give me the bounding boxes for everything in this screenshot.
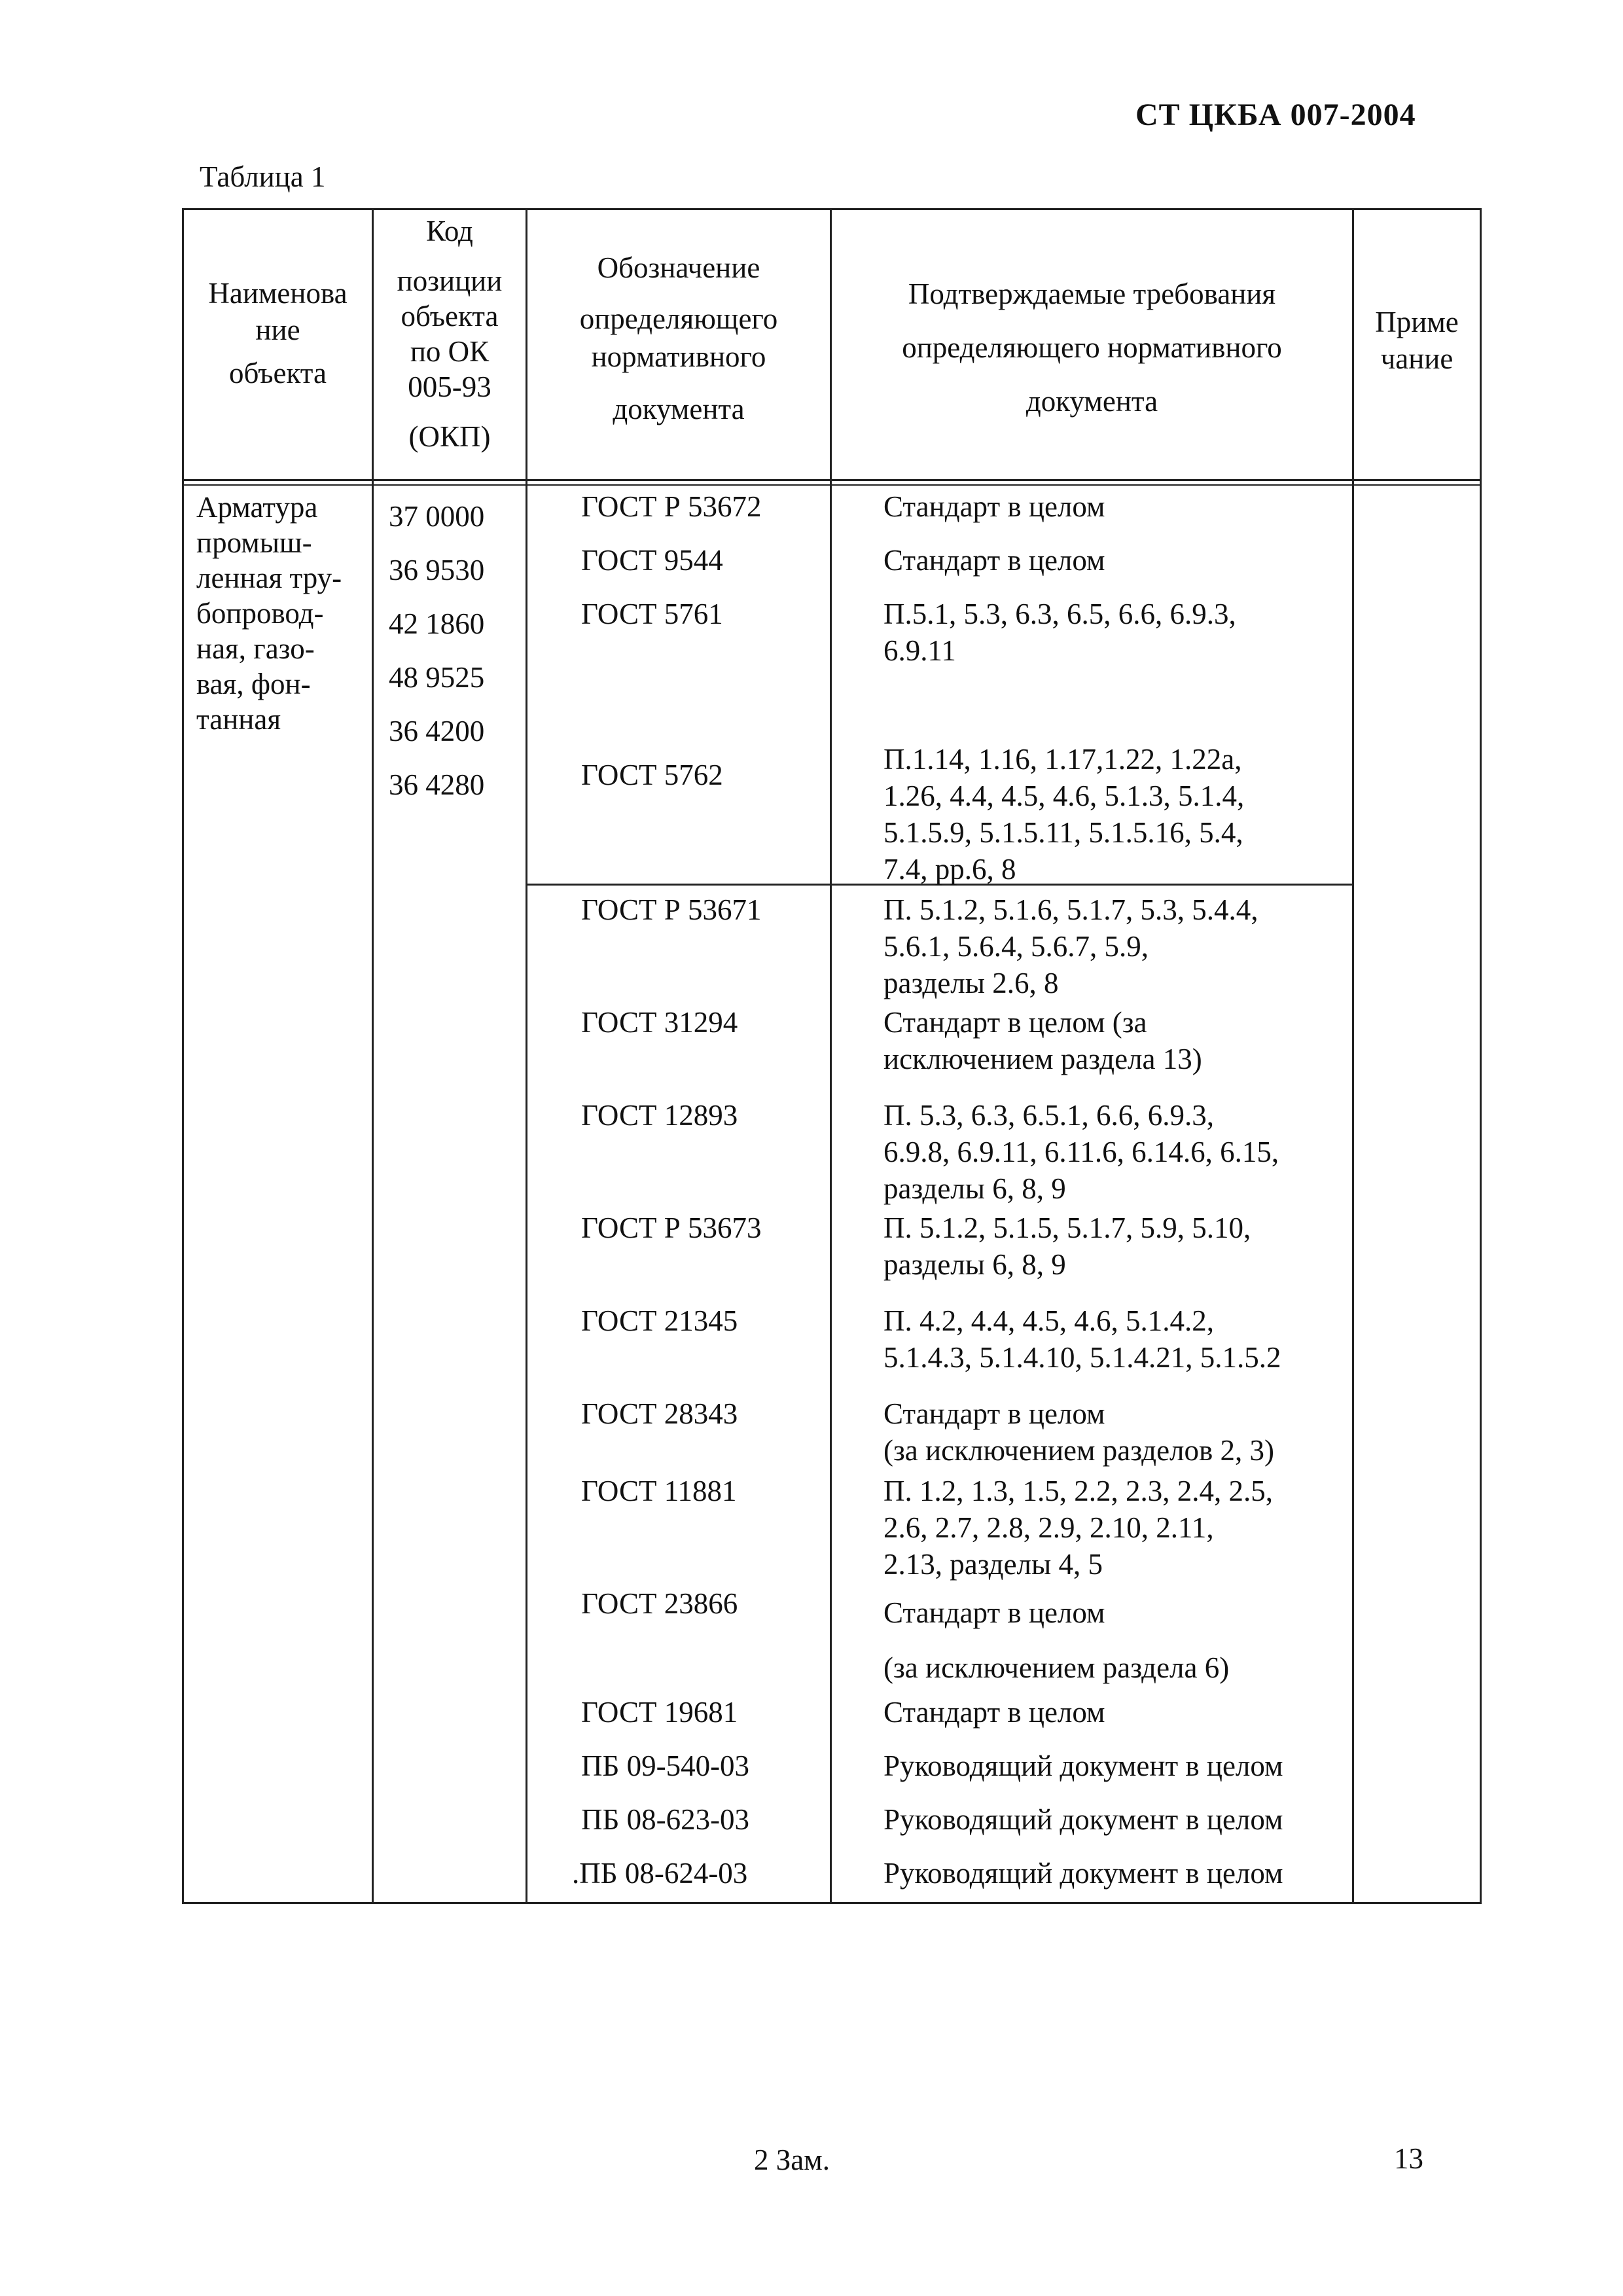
requirements-cell (883, 1473, 1273, 1583)
header-text: Наименова (208, 277, 348, 310)
requirements-cell (883, 1210, 1251, 1283)
column-divider (830, 208, 832, 1904)
requirement-line: Стандарт в целом (883, 1696, 1105, 1729)
okp-code: 36 4280 (389, 768, 485, 801)
page-number: 13 (1394, 2142, 1423, 2175)
okp-code: 36 4200 (389, 715, 485, 747)
header-text: Подтверждаемые требования (908, 278, 1276, 310)
requirement-line: Стандарт в целом (за (883, 1006, 1147, 1039)
table-right-border (1480, 208, 1482, 1904)
header-text: нормативного (591, 340, 766, 373)
doc-designation: ГОСТ 31294 (581, 1006, 738, 1039)
requirement-line: П. 5.1.2, 5.1.6, 5.1.7, 5.3, 5.4.4, (883, 893, 1258, 926)
doc-designation: ГОСТ Р 53672 (581, 490, 762, 523)
requirements-cell (883, 1302, 1281, 1376)
requirement-line: 5.1.4.3, 5.1.4.10, 5.1.4.21, 5.1.5.2 (883, 1341, 1281, 1374)
header-text: определяющего (579, 302, 778, 335)
requirement-line: Руководящий документ в целом (883, 1857, 1283, 1890)
header-text: объекта (229, 357, 327, 389)
requirement-line: Руководящий документ в целом (883, 1749, 1283, 1782)
header-okp-code (374, 213, 526, 454)
object-name-line: ная, газо- (196, 632, 315, 665)
object-name-cell (196, 490, 342, 737)
requirement-line: 2.6, 2.7, 2.8, 2.9, 2.10, 2.11, (883, 1511, 1214, 1544)
requirement-line: Руководящий документ в целом (883, 1803, 1283, 1836)
requirement-line: Стандарт в целом (883, 544, 1105, 577)
requirement-line: разделы 6, 8, 9 (883, 1248, 1066, 1281)
doc-designation: .ПБ 08-624-03 (572, 1857, 748, 1890)
doc-designation: ГОСТ 19681 (581, 1696, 738, 1729)
header-requirements (832, 267, 1352, 428)
requirements-cell (883, 1801, 1283, 1838)
header-text: ние (255, 314, 300, 346)
table-bottom-border (182, 1902, 1482, 1904)
okp-code: 36 9530 (389, 554, 485, 586)
requirements-cell (883, 1855, 1283, 1892)
requirements-cell (883, 1004, 1202, 1077)
requirement-line: 5.1.5.9, 5.1.5.11, 5.1.5.16, 5.4, (883, 816, 1243, 849)
requirements-cell (883, 1748, 1283, 1784)
header-text: (ОКП) (408, 420, 491, 453)
header-text: документа (613, 393, 745, 425)
table-caption: Таблица 1 (200, 160, 326, 193)
header-text: Код (426, 215, 473, 247)
doc-designation: ГОСТ Р 53671 (581, 893, 762, 926)
header-text: определяющего нормативного (902, 331, 1282, 364)
doc-designation: ГОСТ 21345 (581, 1304, 738, 1337)
object-name-line: ленная тру- (196, 562, 342, 594)
requirements-cell (883, 542, 1105, 579)
header-object-name (184, 275, 372, 391)
column-divider (1352, 208, 1354, 1904)
requirement-line: Стандарт в целом (883, 490, 1105, 523)
okp-code: 42 1860 (389, 607, 485, 640)
requirements-cell (883, 596, 1236, 669)
header-separator-line-double (182, 484, 1482, 486)
requirements-cell (883, 1097, 1279, 1207)
requirements-cell (883, 1585, 1229, 1695)
okp-code: 48 9525 (389, 661, 485, 694)
requirement-line: (за исключением разделов 2, 3) (883, 1434, 1274, 1467)
header-text: 005-93 (408, 370, 491, 403)
requirement-line: (за исключением раздела 6) (883, 1651, 1230, 1684)
requirement-line: разделы 2.6, 8 (883, 967, 1059, 999)
header-text: Приме (1375, 306, 1459, 338)
table-top-border (182, 208, 1482, 210)
requirements-cell (883, 488, 1105, 525)
doc-designation: ГОСТ Р 53673 (581, 1211, 762, 1244)
header-text: позиции (397, 264, 503, 297)
requirement-line: 6.9.8, 6.9.11, 6.11.6, 6.14.6, 6.15, (883, 1136, 1279, 1168)
requirements-cell (883, 891, 1258, 1001)
requirement-line: 6.9.11 (883, 634, 956, 667)
requirement-line: разделы 6, 8, 9 (883, 1172, 1066, 1205)
requirements-cell (883, 741, 1244, 888)
doc-designation: ПБ 08-623-03 (581, 1803, 750, 1836)
header-text: Обозначение (597, 251, 760, 284)
requirements-cell (883, 1395, 1274, 1469)
object-name-line: промыш- (196, 526, 312, 559)
requirement-line: исключением раздела 13) (883, 1043, 1202, 1075)
object-name-line: Арматура (196, 491, 318, 524)
requirement-line: 2.13, разделы 4, 5 (883, 1548, 1103, 1581)
column-divider (526, 208, 527, 1904)
requirement-line: П.5.1, 5.3, 6.3, 6.5, 6.6, 6.9.3, (883, 598, 1236, 630)
doc-designation: ГОСТ 11881 (581, 1475, 737, 1507)
requirement-line: Стандарт в целом (883, 1596, 1105, 1629)
table-left-border (182, 208, 184, 1904)
object-name-line: вая, фон- (196, 668, 311, 700)
doc-designation: ГОСТ 23866 (581, 1587, 738, 1620)
header-text: объекта (401, 300, 499, 332)
doc-designation: ГОСТ 9544 (581, 544, 723, 577)
header-note (1354, 304, 1480, 377)
doc-designation: ГОСТ 5762 (581, 759, 723, 791)
object-name-line: танная (196, 703, 281, 736)
requirement-line: 5.6.1, 5.6.4, 5.6.7, 5.9, (883, 930, 1149, 963)
doc-designation: ПБ 09-540-03 (581, 1749, 750, 1782)
requirement-line: П.1.14, 1.16, 1.17,1.22, 1.22а, (883, 743, 1242, 776)
footer-change-note: 2 Зам. (754, 2144, 830, 2176)
header-text: документа (1026, 385, 1158, 418)
document-code: СТ ЦКБА 007-2004 (1135, 98, 1416, 132)
requirements-cell (883, 1694, 1105, 1731)
doc-designation: ГОСТ 28343 (581, 1397, 738, 1430)
doc-designation: ГОСТ 5761 (581, 598, 723, 630)
object-name-line: бопровод- (196, 597, 324, 630)
requirement-line: П. 5.3, 6.3, 6.5.1, 6.6, 6.9.3, (883, 1099, 1214, 1132)
requirement-line: П. 5.1.2, 5.1.5, 5.1.7, 5.9, 5.10, (883, 1211, 1251, 1244)
column-divider (372, 208, 374, 1904)
requirement-line: 1.26, 4.4, 4.5, 4.6, 5.1.3, 5.1.4, (883, 780, 1245, 812)
requirement-line: 7.4, рр.6, 8 (883, 853, 1016, 886)
header-text: по ОК (410, 335, 490, 368)
requirement-line: П. 1.2, 1.3, 1.5, 2.2, 2.3, 2.4, 2.5, (883, 1475, 1273, 1507)
requirement-line: Стандарт в целом (883, 1397, 1105, 1430)
requirement-line: П. 4.2, 4.4, 4.5, 4.6, 5.1.4.2, (883, 1304, 1214, 1337)
header-separator-line (182, 479, 1482, 481)
okp-code-cell (389, 490, 484, 812)
header-text: чание (1380, 342, 1454, 375)
header-designation (527, 249, 830, 428)
doc-designation: ГОСТ 12893 (581, 1099, 738, 1132)
okp-code: 37 0000 (389, 500, 485, 533)
